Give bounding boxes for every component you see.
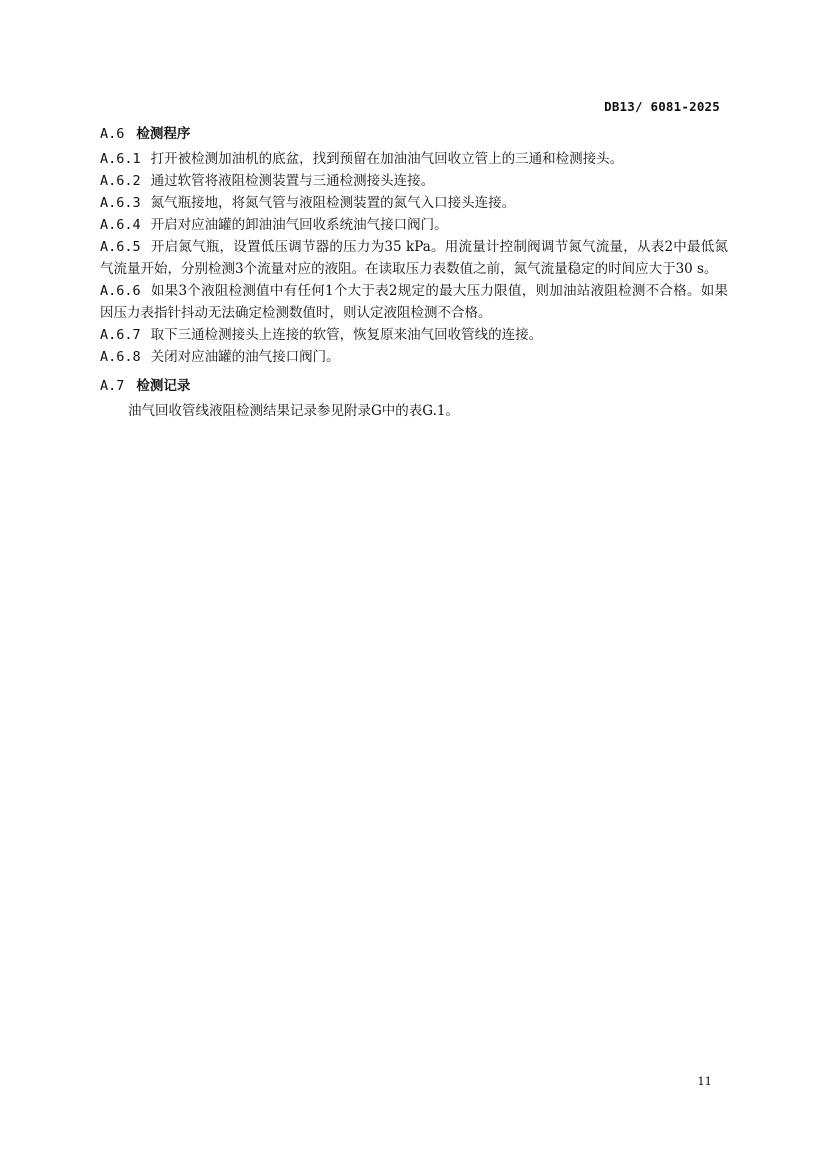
clause-text: 打开被检测加油机的底盆，找到预留在加油油气回收立管上的三通和检测接头。 bbox=[150, 151, 624, 167]
section-heading-a6 bbox=[100, 124, 728, 144]
clause-number: A.6.2 bbox=[100, 173, 141, 189]
clause-number: A.6.7 bbox=[100, 327, 141, 343]
clause-number: A.6.3 bbox=[100, 195, 141, 211]
clause-text: 取下三通检测接头上连接的软管，恢复原来油气回收管线的连接。 bbox=[150, 327, 543, 343]
clause-number: A.6.5 bbox=[100, 239, 141, 255]
document-code: DB13/ 6081-2025 bbox=[604, 99, 720, 114]
clause-text: 如果3个液阻检测值中有任何1个大于表2规定的最大压力限值，则加油站液阻检测不合格。如果因压力表指针抖动无法确定检测数值时，则认定液阻检测不合格。 bbox=[100, 283, 728, 321]
clause-a-6-8 bbox=[100, 346, 728, 368]
clause-number: A.6.1 bbox=[100, 151, 141, 167]
section-heading-a7 bbox=[100, 376, 728, 396]
clause-text: 开启对应油罐的卸油油气回收系统油气接口阀门。 bbox=[150, 217, 448, 233]
clause-text: 通过软管将液阻检测装置与三通检测接头连接。 bbox=[150, 173, 435, 189]
section-number: A.7 bbox=[100, 378, 125, 394]
section-paragraph: 油气回收管线液阻检测结果记录参见附录G中的表G.1。 bbox=[128, 403, 459, 419]
section-number: A.6 bbox=[100, 126, 125, 142]
clause-a-6-2 bbox=[100, 170, 728, 192]
clause-a-6-7 bbox=[100, 324, 728, 346]
clause-text: 开启氮气瓶，设置低压调节器的压力为35 kPa。用流量计控制阀调节氮气流量，从表2中最低氮气流量开始，分别检测3个流量对应的液阻。在读取压力表数值之前，氮气流量稳定的时间应大于30 s。 bbox=[100, 239, 728, 277]
clause-a-6-3 bbox=[100, 192, 728, 214]
section-title: 检测程序 bbox=[136, 126, 191, 142]
clause-a-6-5 bbox=[100, 236, 728, 280]
clause-number: A.6.6 bbox=[100, 283, 141, 299]
page-number: 11 bbox=[697, 1074, 712, 1088]
clause-number: A.6.8 bbox=[100, 349, 141, 365]
clause-a-6-1 bbox=[100, 148, 728, 170]
clause-a-6-4 bbox=[100, 214, 728, 236]
clause-text: 关闭对应油罐的油气接口阀门。 bbox=[150, 349, 340, 365]
section-title: 检测记录 bbox=[136, 378, 191, 394]
clause-a-6-6 bbox=[100, 280, 728, 324]
document-body bbox=[100, 124, 728, 422]
clause-number: A.6.4 bbox=[100, 217, 141, 233]
clause-text: 氮气瓶接地，将氮气管与液阻检测装置的氮气入口接头连接。 bbox=[150, 195, 516, 211]
